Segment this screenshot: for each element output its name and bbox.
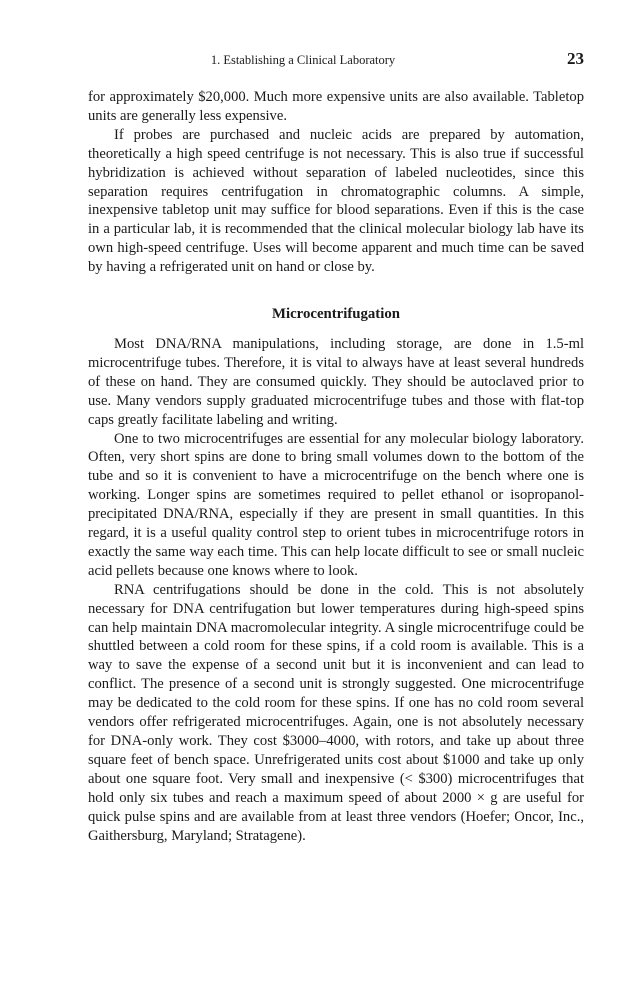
paragraph: Most DNA/RNA manipulations, including storage, are done in 1.5-ml microcentrifuge tubes. Therefore, it is vital to always have at least several hundreds of these on hand. They are consumed quickly. They should be autoclaved prior to use. Many vendors supply graduated microcentrifuge tubes and those with flat-top caps greatly facilitate labeling and writing.: [88, 335, 584, 428]
paragraph: If probes are purchased and nucleic acids are prepared by automation, theoretically a high speed centrifuge is not necessary. This is also true if successful hybridization is achieved without separation of labeled nucleotides, since this separation requires centrifugation in chromatographic columns. A simple, inexpensive tabletop unit may suffice for blood separations. Even if this is the case in a particular lab, it is recommended that the clinical molecular biology lab have its own high-speed centrifuge. Uses will become apparent and much time can be saved by having a refrigerated unit on hand or close by.: [88, 126, 584, 276]
paragraph: for approximately $20,000. Much more expensive units are also available. Tabletop units are generally less expensive.: [88, 89, 584, 124]
paragraph: RNA centrifugations should be done in the cold. This is not absolutely necessary for DNA centrifugation but lower temperatures during high-speed spins can help maintain DNA macromolecular integrity. A single microcentrifuge could be shuttled between a cold room for these spins, if a cold room is available. This is a way to save the expense of a second unit but it is inconvenient and can lead to conflict. The presence of a second unit is strongly suggested. One microcentrifuge may be dedicated to the cold room for these spins. If one has no cold room several vendors offer refrigerated microcentrifuges. Again, one is not absolutely necessary for DNA-only work. They cost $3000–4000, with rotors, and take up about three square feet of bench space. Unrefrigerated units cost about $1000 and take up only about one square foot. Very small and inexpensive (< $300) microcentrifuges that hold only six tubes and reach a maximum speed of about 2000 × g are useful for quick pulse spins and are available from at least three vendors (Hoefer; Oncor, Inc., Gaithersburg, Maryland; Stratagene).: [88, 581, 584, 844]
body-text: [88, 88, 584, 845]
running-title: 1. Establishing a Clinical Laboratory: [210, 53, 396, 67]
running-head: [88, 51, 584, 73]
book-page: [88, 0, 584, 1000]
page-number: 23: [567, 49, 584, 68]
paragraph: One to two microcentrifuges are essential for any molecular biology laboratory. Often, very short spins are done to bring small volumes down to the bottom of the tube and so it is convenient to have a microcentrifuge on the bench where one is working. Longer spins are sometimes required to pellet ethanol or isopropanol-precipitated DNA/RNA, especially if they are present in small quantities. In this regard, it is a useful quality control step to orient tubes in microcentrifuge rotors in exactly the same way each time. This can help locate difficult to see or small nucleic acid pellets because one knows where to look.: [88, 430, 584, 579]
section-heading: Microcentrifugation: [272, 306, 400, 323]
